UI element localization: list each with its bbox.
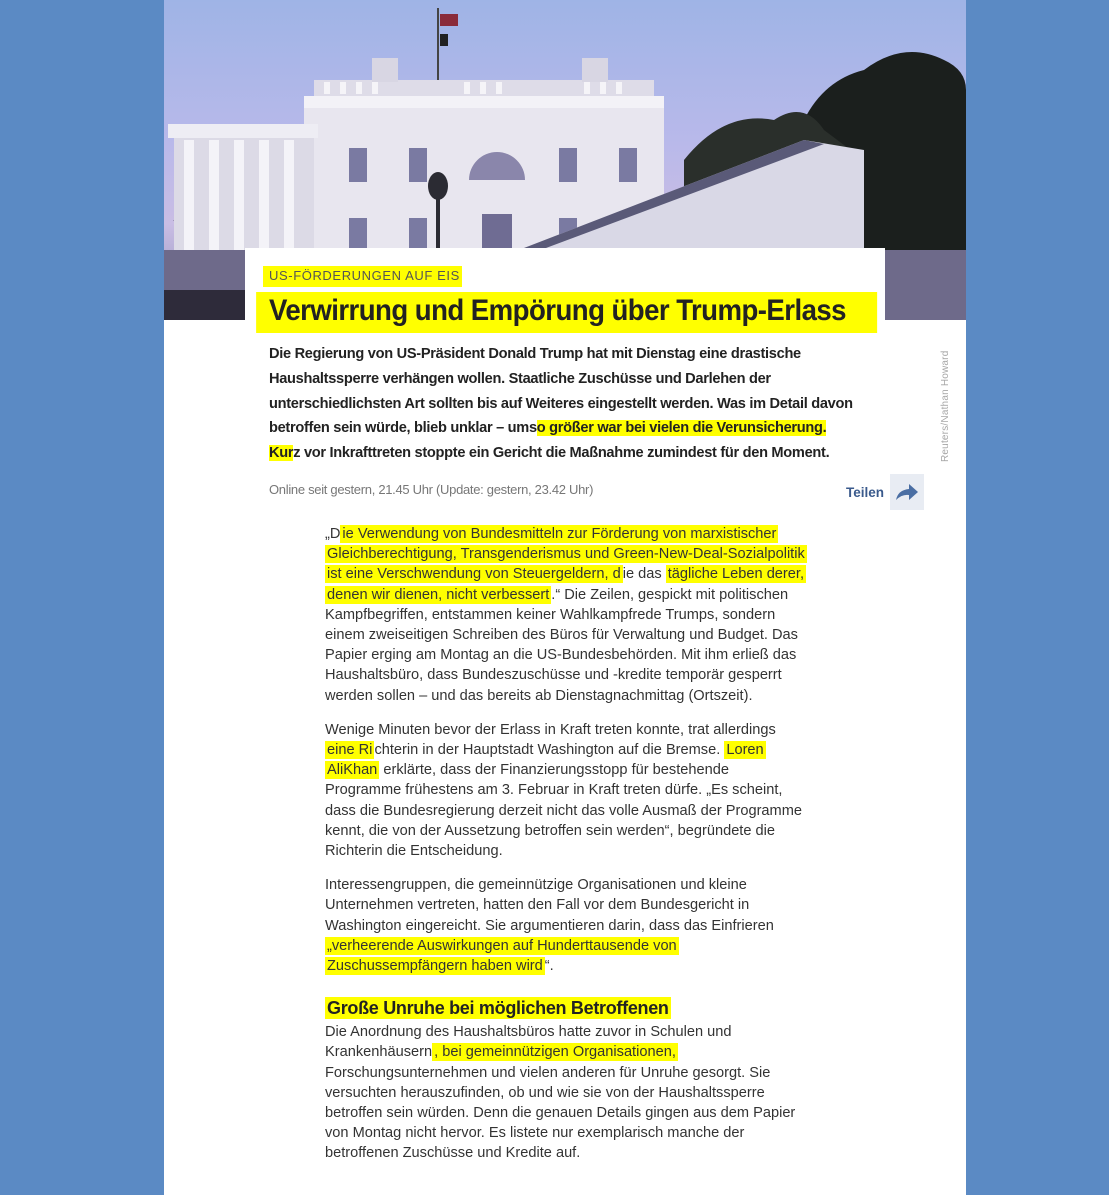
p3-highlight-quote: „verheerende Auswirkungen auf Hunderttausende von Zuschussempfängern haben wird bbox=[327, 937, 677, 975]
kicker-text: US-FÖRDERUNGEN AUF EIS bbox=[263, 266, 462, 287]
p2-text-mid: chterin in der Hauptstadt Washington auf die Bremse. bbox=[374, 742, 725, 759]
lead-text-before: Die Regierung von US-Präsident Donald Trump hat mit Dienstag eine drastische Haushaltssperre verhängen wollen. Staatliche Zuschüsse und Darlehen der unterschiedlichsten Art sollten bis auf Weiteres eingestellt werden. Was im Detail davon betroffen sein würde, blieb unklar – ums bbox=[269, 346, 853, 437]
p3-text-post: “. bbox=[544, 958, 554, 975]
p2-text-post: erklärte, dass der Finanzierungsstopp für bestehende Programme frühestens am 3. Februar in Kraft treten dürfe. „Es scheint, dass die Bundesregierung derzeit nicht das volle Ausmaß der Programme kennt, die von der Aussetzung betroffen sein werden“, begründete die Richterin die Entscheidung. bbox=[325, 762, 802, 860]
p1-text: „D bbox=[325, 526, 341, 542]
p4-text-post: Forschungsunternehmen und vielen anderen für Unruhe gesorgt. Sie versuchten herauszufinden, ob und wie sie von der Haushaltssperre betroffen sein würden. Denn die genauen Details gingen aus dem Papier von Montag nicht hervor. Es listete nur exemplarisch manche der betroffenen Zuschüsse und Kredite auf. bbox=[325, 1064, 796, 1162]
page-title bbox=[269, 294, 877, 328]
article-subheading bbox=[325, 996, 809, 1020]
article-body bbox=[325, 524, 809, 1178]
article-paragraph-1 bbox=[325, 524, 809, 706]
p4-text: Die Anordnung des Haushaltsbüros hatte zuvor in Schulen und Krankenhäusern bbox=[325, 1024, 732, 1061]
article-paragraph-4 bbox=[325, 1022, 809, 1163]
share-arrow-icon[interactable] bbox=[890, 474, 924, 510]
share-label[interactable]: Teilen bbox=[846, 484, 885, 500]
subheading-text: Große Unruhe bei möglichen Betroffenen bbox=[327, 998, 669, 1019]
article-paragraph-2 bbox=[325, 720, 809, 861]
lead-paragraph bbox=[269, 342, 859, 466]
article-paragraph-3 bbox=[325, 875, 809, 976]
photo-credit: Reuters/Nathan Howard bbox=[940, 350, 951, 462]
lead-highlight: o größer war bei vielen die Verunsicherung. Kur bbox=[269, 420, 827, 462]
p1-text-post: .“ Die Zeilen, gespickt mit politischen Kampfbegriffen, entstammen keiner Wahlkampfrede Trumps, sondern einem zweiseitigen Schreiben des Büros für Verwaltung und Budget. Das Papier erging am Montag an die US-Bundesbehörden. Mit ihm erließ das Haushaltsbüro, dass Bundeszuschüsse und -kredite temporär gesperrt werden sollen – und das bereits ab Dienstagnachmittag (Ortszeit). bbox=[325, 586, 798, 704]
p2-highlight-judge: eine Ri bbox=[327, 742, 373, 759]
p1-text-mid: ie das bbox=[622, 566, 666, 583]
title-text: Verwirrung und Empörung über Trump-Erlass bbox=[256, 292, 877, 333]
p4-highlight: , bei gemeinnützigen Organisationen, bbox=[434, 1044, 676, 1061]
kicker bbox=[269, 268, 462, 283]
share-button[interactable] bbox=[846, 474, 924, 510]
p1-highlight-end: tägliche Leben derer, denen wir dienen, nicht verbessert bbox=[327, 566, 805, 603]
lead-text-after: z vor Inkrafttreten stoppte ein Gericht die Maßnahme zumindest für den Moment. bbox=[293, 445, 830, 462]
publish-timestamp: Online seit gestern, 21.45 Uhr (Update: gestern, 23.42 Uhr) bbox=[269, 482, 594, 497]
article-page bbox=[164, 0, 966, 1195]
p1-highlight-quote: ie Verwendung von Bundesmitteln zur Förderung von marxistischer Gleichberechtigung, Transgenderismus und Green-New-Deal-Sozialpolitik ist eine Verschwendung von Steuergeldern, d bbox=[327, 526, 805, 583]
p2-highlight-name: Loren AliKhan bbox=[327, 742, 764, 779]
p2-text: Wenige Minuten bevor der Erlass in Kraft treten konnte, trat allerdings bbox=[325, 721, 776, 738]
p3-text: Interessengruppen, die gemeinnützige Organisationen und kleine Unternehmen vertreten, hatten den Fall vor dem Bundesgericht in Washington eingereicht. Sie argumentieren darin, dass das Einfrieren bbox=[325, 877, 774, 934]
